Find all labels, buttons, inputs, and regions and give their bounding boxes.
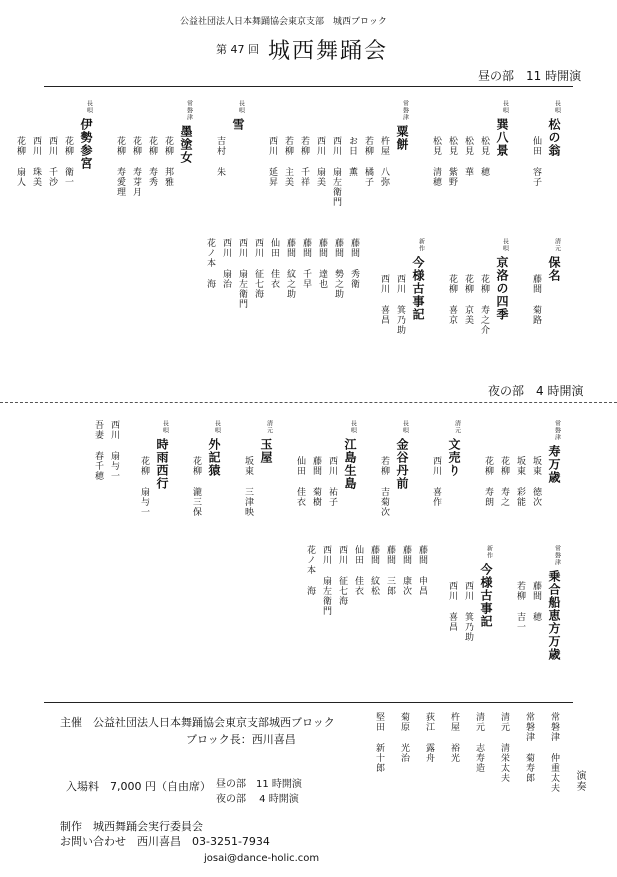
piece-title: 墨塗女: [179, 125, 193, 164]
day-upper-program: [15, 100, 568, 240]
performer-name: 菊原 光治: [399, 712, 409, 763]
program-item: [476, 420, 568, 550]
genre-label: 長唄: [553, 100, 561, 114]
night-time-text: 夜の部 4 時開演: [216, 794, 299, 805]
cast-name: 花ノ本 海: [205, 238, 215, 289]
genre-label: 長唄: [237, 100, 245, 114]
performer-name: 堅田 新十郎: [374, 712, 384, 773]
email-text: josai@dance-holic.com: [204, 853, 320, 864]
night-session-label: 夜の部 4 時開演: [488, 384, 584, 398]
cast-name: 西川 千沙: [47, 136, 57, 187]
cast-name: 花柳 扇与一: [139, 456, 149, 517]
performer-name: 杵屋 裕光: [449, 712, 459, 763]
cast-name: 藤間 申昌: [417, 545, 427, 596]
program-item: [288, 420, 364, 550]
cast-name: 藤間 達也: [317, 238, 327, 289]
organizer-line: 公益社団法人日本舞踊協会東京支部 城西ブロック: [180, 17, 387, 27]
genre-label: 長唄: [401, 420, 409, 434]
cast-name: 西川 箕乃助: [395, 274, 405, 335]
performer-name: 荻江 露舟: [424, 712, 434, 763]
cast-name: 西川 扇治: [221, 238, 231, 289]
cast-name: 松見 清穂: [431, 136, 441, 187]
cast-name: 吾妻 春千穂: [93, 420, 103, 481]
cast-name: 坂東 三津映: [243, 456, 253, 517]
piece-title: 今様古事記: [479, 563, 493, 628]
cast-name: 花柳 喜京: [447, 274, 457, 325]
piece-title: 乗合船恵方万歳: [547, 570, 561, 661]
sponsor-text: 主催 公益社団法人日本舞踊協会東京支部城西ブロック: [60, 716, 335, 729]
performers-list: [360, 712, 570, 862]
program-item: [260, 100, 416, 240]
program-item: [208, 100, 252, 240]
contact-text: お問い合わせ 西川喜昌 03-3251-7934: [60, 835, 270, 848]
genre-label: 常磐津: [401, 100, 409, 121]
block-leader-text: ブロック長：西川喜昌: [186, 733, 296, 746]
cast-name: 花柳 邦雅: [163, 136, 173, 187]
cast-name: 西川 喜昌: [379, 274, 389, 325]
cast-name: 藤間 秀衛: [349, 238, 359, 289]
program-item: [424, 100, 516, 240]
cast-name: 若柳 主美: [283, 136, 293, 187]
genre-label: 長唄: [161, 420, 169, 434]
genre-label: 清元: [553, 238, 561, 252]
program-item: [424, 420, 468, 550]
day-lower-program: [48, 238, 568, 378]
piece-title: 外記猿: [207, 438, 221, 477]
cast-name: 若柳 吉一: [515, 581, 525, 632]
genre-label: 長唄: [501, 238, 509, 252]
admission-text: 入場料 7,000 円（自由席）: [66, 780, 211, 793]
genre-label: 新作: [417, 238, 425, 252]
cast-name: 花柳 扇人: [15, 136, 25, 187]
program-item: [108, 100, 200, 240]
cast-name: 西川 祐子: [327, 456, 337, 507]
cast-name: 坂東 徳次: [531, 456, 541, 507]
producer-text: 制作 城西舞踊会実行委員会: [60, 820, 203, 833]
cast-name: 藤間 勢之助: [333, 238, 343, 299]
cast-name: 花柳 寿朗: [483, 456, 493, 507]
piece-title: 時雨西行: [155, 438, 169, 490]
cast-name: 仙田 佳衣: [295, 456, 305, 507]
day-session-label: 昼の部 11 時開演: [478, 69, 582, 83]
performer-name: 常磐津 菊寿郎: [524, 712, 534, 783]
cast-name: 西川 征七海: [337, 545, 347, 606]
piece-title: 京洛の四季: [495, 256, 509, 321]
piece-title: 江島生島: [343, 438, 357, 490]
program-item: [236, 420, 280, 550]
cast-name: 藤間 三郎: [385, 545, 395, 596]
cast-name: 仙田 佳衣: [269, 238, 279, 289]
cast-name: 花柳 寿之: [499, 456, 509, 507]
piece-title: 金谷丹前: [395, 438, 409, 490]
genre-label: 長唄: [349, 420, 357, 434]
cast-name: 若柳 橘子: [363, 136, 373, 187]
cast-name: 花柳 瀧三保: [191, 456, 201, 517]
performers-label: 演奏: [574, 770, 585, 792]
cast-name: 西川 延昇: [267, 136, 277, 187]
piece-title: 保名: [547, 256, 561, 282]
program-item: [440, 545, 500, 675]
cast-name: 西川 扇与一: [109, 420, 119, 481]
program-item: [184, 420, 228, 550]
footer-rule: [44, 702, 573, 703]
cast-name: 西川 喜作: [431, 456, 441, 507]
genre-label: 常磐津: [553, 420, 561, 441]
performer-name: 常磐津 仲重太夫: [549, 712, 559, 793]
piece-title: 玉屋: [259, 438, 273, 464]
program-item: [372, 238, 432, 378]
performer-name: 清元 志寿造: [474, 712, 484, 773]
cast-name: 西川 扇左衛門: [331, 136, 341, 207]
night-lower-program: [48, 545, 568, 675]
cast-name: 藤間 菊樹: [311, 456, 321, 507]
session-divider: [0, 402, 617, 403]
cast-name: 藤間 千早: [301, 238, 311, 289]
cast-name: 坂東 彩能: [515, 456, 525, 507]
piece-title: 文売り: [447, 438, 461, 477]
genre-label: 常磐津: [185, 100, 193, 121]
cast-name: 西川 扇左衛門: [321, 545, 331, 616]
cast-name: 花ノ本 海: [305, 545, 315, 596]
header-rule: [44, 86, 573, 87]
cast-name: 花柳 寿芽月: [131, 136, 141, 197]
cast-name: 西川 扇美: [315, 136, 325, 187]
cast-name: 藤間 紋松: [369, 545, 379, 596]
cast-name: 花柳 寿之介: [479, 274, 489, 335]
genre-label: 長唄: [501, 100, 509, 114]
genre-label: 常磐津: [553, 545, 561, 566]
day-time-text: 昼の部 11 時開演: [216, 779, 302, 790]
genre-label: 清元: [265, 420, 273, 434]
cast-name: 花柳 寿愛理: [115, 136, 125, 197]
cast-name: 松見 穂: [479, 136, 489, 177]
genre-label: 新作: [485, 545, 493, 559]
piece-title: 巽八景: [495, 118, 509, 157]
cast-name: 若柳 千祥: [299, 136, 309, 187]
cast-name: 藤間 菊路: [531, 274, 541, 325]
genre-label: 長唄: [213, 420, 221, 434]
cast-name: 西川 喜昌: [447, 581, 457, 632]
cast-name: 花柳 寿秀: [147, 136, 157, 187]
piece-title: 寿万歳: [547, 445, 561, 484]
program-item: [132, 420, 176, 550]
cast-name: 西川 箕乃助: [463, 581, 473, 642]
cast-name: 藤間 穂: [531, 581, 541, 622]
cast-name: 吉村 朱: [215, 136, 225, 177]
cast-name: 杵屋 八弥: [379, 136, 389, 187]
program-item: [524, 100, 568, 240]
piece-title: 粟餅: [395, 125, 409, 151]
program-item: [86, 420, 124, 550]
program-item: [198, 238, 364, 378]
piece-title: 伊勢参宮: [79, 118, 93, 170]
program-item: [440, 238, 516, 378]
genre-label: 清元: [453, 420, 461, 434]
cast-name: 松見 紫野: [447, 136, 457, 187]
program-item: [298, 545, 432, 675]
cast-name: 西川 征七海: [253, 238, 263, 299]
program-item: [508, 545, 568, 675]
cast-name: 花柳 京美: [463, 274, 473, 325]
program-item: [524, 238, 568, 378]
genre-label: 長唄: [85, 100, 93, 114]
cast-name: お日 薫: [347, 136, 357, 177]
edition-label: 第 47 回: [216, 43, 259, 56]
cast-name: 藤間 紋之助: [285, 238, 295, 299]
piece-title: 今様古事記: [411, 256, 425, 321]
night-upper-program: [48, 420, 568, 550]
cast-name: 松見 華: [463, 136, 473, 177]
cast-name: 花柳 衛一: [63, 136, 73, 187]
cast-name: 西川 扇左衛門: [237, 238, 247, 309]
performer-name: 清元 清栄太夫: [499, 712, 509, 783]
program-item: [372, 420, 416, 550]
piece-title: 雪: [231, 118, 245, 131]
cast-name: 若柳 吉菊次: [379, 456, 389, 517]
cast-name: 西川 珠美: [31, 136, 41, 187]
page-title: 城西舞踊会: [268, 39, 389, 64]
cast-name: 藤間 康次: [401, 545, 411, 596]
piece-title: 松の翁: [547, 118, 561, 157]
cast-name: 仙田 佳衣: [353, 545, 363, 596]
cast-name: 仙田 容子: [531, 136, 541, 187]
program-item: [8, 100, 100, 240]
